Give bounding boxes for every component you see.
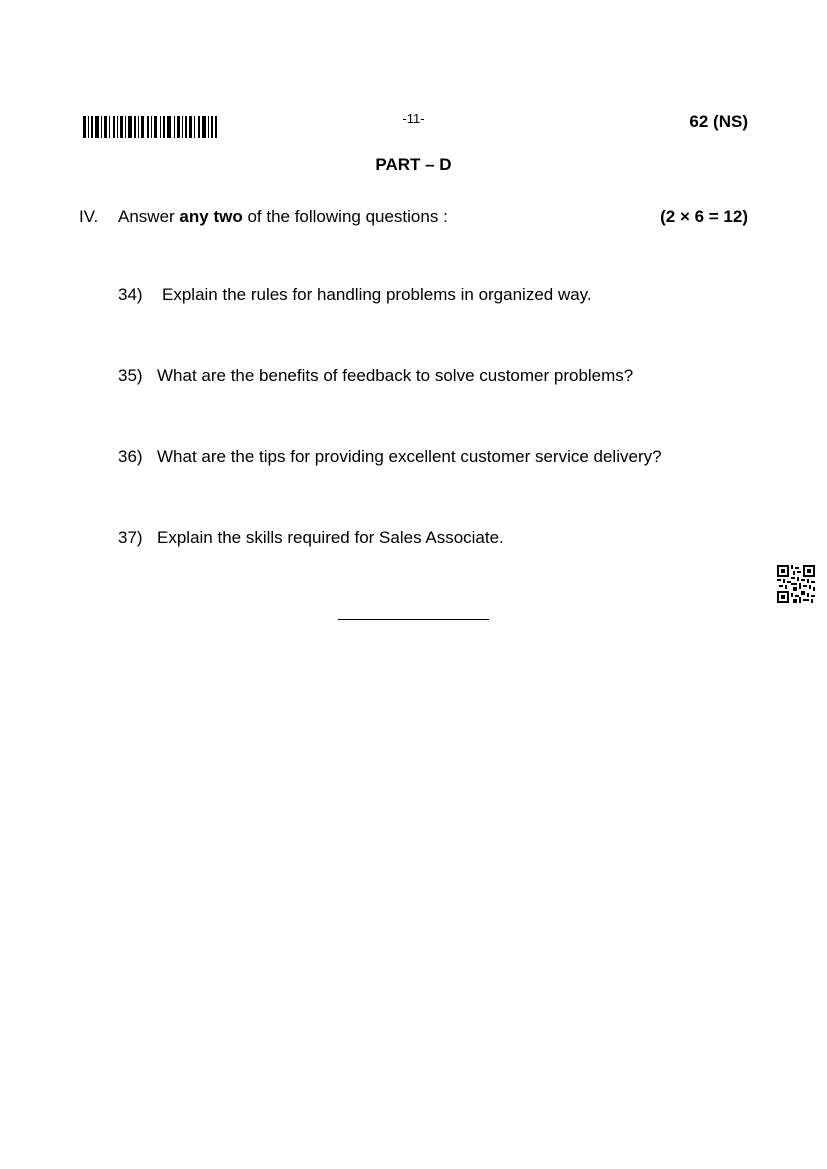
question-item: [118, 447, 662, 467]
question-number: 35): [118, 366, 143, 385]
question-text: What are the tips for providing excellent customer service delivery?: [157, 447, 662, 466]
instruction-text: [118, 207, 448, 227]
part-title: PART – D: [375, 155, 452, 174]
question-item: [118, 366, 633, 386]
question-text: Explain the rules for handling problems in organized way.: [162, 285, 592, 304]
end-of-paper-rule: [338, 619, 489, 620]
question-text: Explain the skills required for Sales Associate.: [157, 528, 504, 547]
question-number: 36): [118, 447, 143, 466]
instruction-text-before: Answer: [118, 207, 180, 226]
instruction-text-after: of the following questions :: [242, 207, 448, 226]
qr-code-image: [777, 565, 815, 603]
page-number: -11-: [402, 111, 425, 126]
question-number: 34): [118, 285, 143, 304]
question-number: 37): [118, 528, 143, 547]
question-item: [118, 285, 592, 305]
section-roman-numeral: IV.: [79, 207, 99, 226]
question-text: What are the benefits of feedback to solve customer problems?: [157, 366, 634, 385]
instruction-text-bold: any two: [179, 207, 243, 226]
instruction-row: [79, 207, 748, 229]
paper-code: 62 (NS): [689, 112, 748, 131]
marks-allocation: (2 × 6 = 12): [660, 207, 748, 226]
question-item: [118, 528, 504, 548]
